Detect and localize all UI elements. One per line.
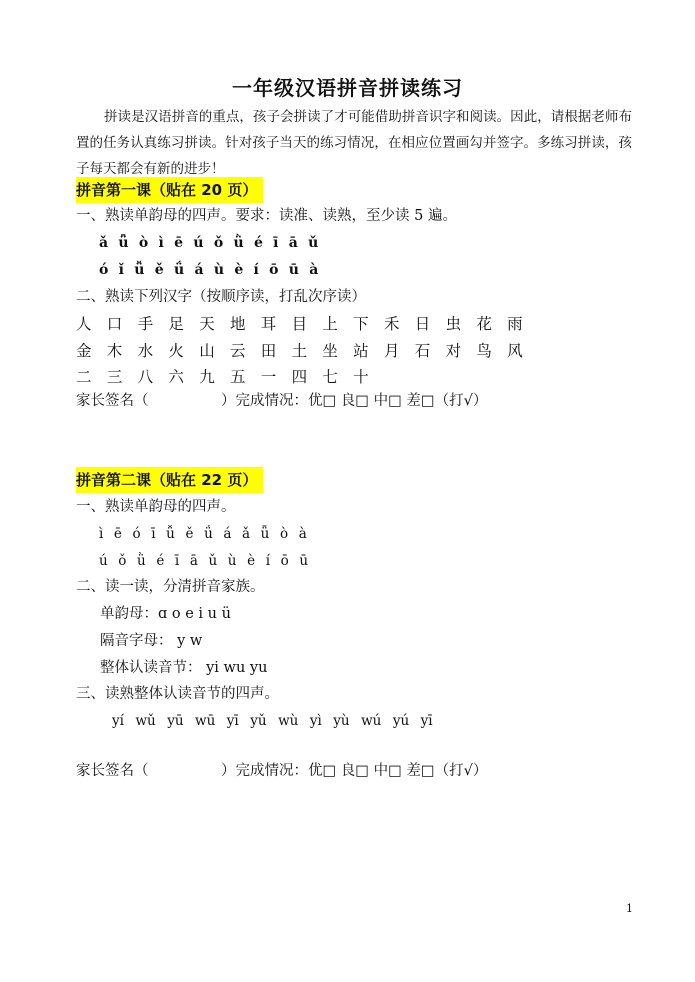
list-item: ě bbox=[154, 262, 164, 278]
whole-syllables-line: 整体认读音节： yi wu yu bbox=[100, 660, 268, 676]
list-item: ě bbox=[185, 526, 194, 542]
list-item: à bbox=[298, 526, 307, 542]
lesson2-task2: 二、读一读，分清拼音家族。 bbox=[76, 579, 265, 595]
list-item: 八 bbox=[137, 368, 154, 386]
list-item: 手 bbox=[137, 315, 154, 333]
list-item: yí bbox=[112, 713, 124, 729]
list-item: 人 bbox=[76, 315, 92, 333]
list-item: 云 bbox=[229, 342, 246, 360]
list-item: yū bbox=[167, 713, 184, 729]
lesson2-parent-signature: 家长签名（ ）完成情况：优□ 良□ 中□ 差□（打√） bbox=[76, 763, 488, 779]
list-item: ò bbox=[279, 526, 289, 542]
list-item: yī bbox=[226, 713, 239, 729]
list-item: wǔ bbox=[135, 713, 156, 729]
list-item: 六 bbox=[168, 368, 184, 386]
lesson1-pinyin-row2 bbox=[99, 257, 329, 283]
list-item: á bbox=[194, 262, 204, 278]
lesson1-pinyin-row1 bbox=[99, 230, 329, 256]
list-item: 田 bbox=[260, 342, 277, 360]
list-item: 月 bbox=[383, 342, 400, 360]
list-item: 地 bbox=[229, 315, 246, 333]
list-item: 土 bbox=[291, 342, 308, 360]
list-item: ǚ bbox=[166, 526, 175, 542]
list-item: ì bbox=[99, 526, 104, 542]
list-item: wū bbox=[195, 713, 216, 729]
separator-letters-line: 隔音字母： y w bbox=[100, 633, 203, 649]
lesson2-pinyin-row2 bbox=[99, 548, 319, 574]
list-item: 目 bbox=[291, 315, 308, 333]
list-item: ù bbox=[227, 553, 237, 569]
lesson1-parent-signature: 家长签名（ ）完成情况：优□ 良□ 中□ 差□（打√） bbox=[76, 393, 488, 409]
list-item: 鸟 bbox=[476, 342, 492, 360]
list-item: ī bbox=[151, 526, 156, 542]
list-item: ā bbox=[189, 553, 198, 569]
list-item: ǒ bbox=[213, 235, 224, 251]
list-item: 天 bbox=[199, 315, 215, 333]
list-item: 木 bbox=[106, 342, 123, 360]
lesson1-hanzi-row3 bbox=[76, 363, 384, 391]
list-item: è bbox=[234, 262, 244, 278]
list-item: í bbox=[253, 262, 259, 278]
list-item: ǜ bbox=[233, 235, 244, 251]
list-item: ē bbox=[113, 526, 122, 542]
list-item: 水 bbox=[137, 342, 154, 360]
list-item: 十 bbox=[353, 368, 369, 386]
list-item: í bbox=[265, 553, 271, 569]
list-item: 对 bbox=[445, 342, 462, 360]
list-item: yú bbox=[392, 713, 410, 729]
lesson1-hanzi-row1 bbox=[76, 310, 538, 338]
list-item: ǚ bbox=[134, 262, 145, 278]
list-item: wú bbox=[361, 713, 382, 729]
list-item: 一 bbox=[260, 368, 277, 386]
list-item: ī bbox=[174, 553, 180, 569]
list-item: 二 bbox=[76, 368, 92, 386]
lesson2-syllable-row bbox=[112, 708, 444, 734]
list-item: yù bbox=[333, 713, 350, 729]
list-item: 七 bbox=[322, 368, 338, 386]
list-item: ō bbox=[280, 553, 289, 569]
list-item: yì bbox=[309, 713, 322, 729]
list-item: ǖ bbox=[260, 526, 270, 542]
list-item: 耳 bbox=[260, 315, 277, 333]
list-item: 上 bbox=[322, 315, 338, 333]
list-item: ì bbox=[158, 235, 164, 251]
list-item: é bbox=[156, 553, 165, 569]
list-item: ó bbox=[132, 526, 141, 542]
list-item: ú bbox=[193, 235, 204, 251]
list-item: á bbox=[223, 526, 232, 542]
list-item: ò bbox=[138, 235, 149, 251]
list-item: 口 bbox=[106, 315, 123, 333]
list-item: ǎ bbox=[99, 235, 109, 251]
list-item: 禾 bbox=[383, 315, 400, 333]
list-item: 花 bbox=[476, 315, 492, 333]
list-item: è bbox=[247, 553, 256, 569]
list-item: ǘ bbox=[173, 262, 185, 278]
page-title: 一年级汉语拼音拼读练习 bbox=[232, 76, 463, 100]
lesson2-heading: 拼音第二课（贴在 22 页） bbox=[76, 467, 263, 493]
list-item: ú bbox=[99, 553, 108, 569]
list-item: 坐 bbox=[322, 342, 338, 360]
list-item: 雨 bbox=[507, 315, 523, 333]
intro-paragraph: 拼读是汉语拼音的重点，孩子会拼读了才可能借助拼音识字和阅读。因此，请根据老师布置的任务认真练习拼读。针对孩子当天的练习情况，在相应位置画勾并签字。多练习拼读，孩子每天都会有新的进步！ bbox=[76, 109, 632, 177]
list-item: ǒ bbox=[118, 553, 127, 569]
list-item: ū bbox=[288, 262, 299, 278]
list-item: ī bbox=[273, 235, 279, 251]
lesson1-task2: 二、熟读下列汉字（按顺序读，打乱次序读） bbox=[76, 289, 366, 305]
list-item: 金 bbox=[76, 342, 92, 360]
list-item: 虫 bbox=[445, 315, 462, 333]
list-item: 下 bbox=[353, 315, 369, 333]
lesson2-task3: 三、读熟整体认读音节的四声。 bbox=[76, 686, 279, 702]
lesson1-task1: 一、熟读单韵母的四声。要求：读准、读熟，至少读 5 遍。 bbox=[76, 208, 457, 224]
list-item: ǜ bbox=[137, 553, 146, 569]
list-item: ō bbox=[269, 262, 279, 278]
list-item: ǔ bbox=[308, 235, 319, 251]
list-item: wù bbox=[278, 713, 299, 729]
list-item: 山 bbox=[199, 342, 215, 360]
list-item: ǔ bbox=[208, 553, 218, 569]
list-item: yī bbox=[420, 713, 433, 729]
list-item: ù bbox=[213, 262, 225, 278]
list-item: 火 bbox=[168, 342, 184, 360]
list-item: ǎ bbox=[242, 526, 251, 542]
lesson2-task1: 一、熟读单韵母的四声。 bbox=[76, 499, 236, 515]
list-item: ē bbox=[174, 235, 184, 251]
list-item: à bbox=[309, 262, 319, 278]
list-item: é bbox=[253, 235, 263, 251]
list-item: ǖ bbox=[118, 235, 129, 251]
list-item: ó bbox=[99, 262, 109, 278]
list-item: 足 bbox=[168, 315, 184, 333]
list-item: 九 bbox=[199, 368, 215, 386]
lesson1-heading: 拼音第一课（贴在 20 页） bbox=[76, 177, 263, 203]
single-finals-line: 单韵母：ɑ o e i u ü bbox=[100, 606, 231, 622]
lesson2-pinyin-row1 bbox=[99, 521, 317, 547]
list-item: ū bbox=[299, 553, 309, 569]
list-item: 风 bbox=[507, 342, 523, 360]
lesson1-hanzi-row2 bbox=[76, 337, 538, 365]
list-item: ā bbox=[288, 235, 298, 251]
list-item: ǐ bbox=[118, 262, 124, 278]
list-item: 五 bbox=[229, 368, 246, 386]
list-item: 日 bbox=[414, 315, 431, 333]
list-item: ǘ bbox=[204, 526, 213, 542]
page-number: 1 bbox=[626, 902, 633, 915]
list-item: 三 bbox=[106, 368, 123, 386]
list-item: 站 bbox=[353, 342, 369, 360]
list-item: yǔ bbox=[250, 713, 267, 729]
list-item: 石 bbox=[414, 342, 431, 360]
list-item: 四 bbox=[291, 368, 308, 386]
